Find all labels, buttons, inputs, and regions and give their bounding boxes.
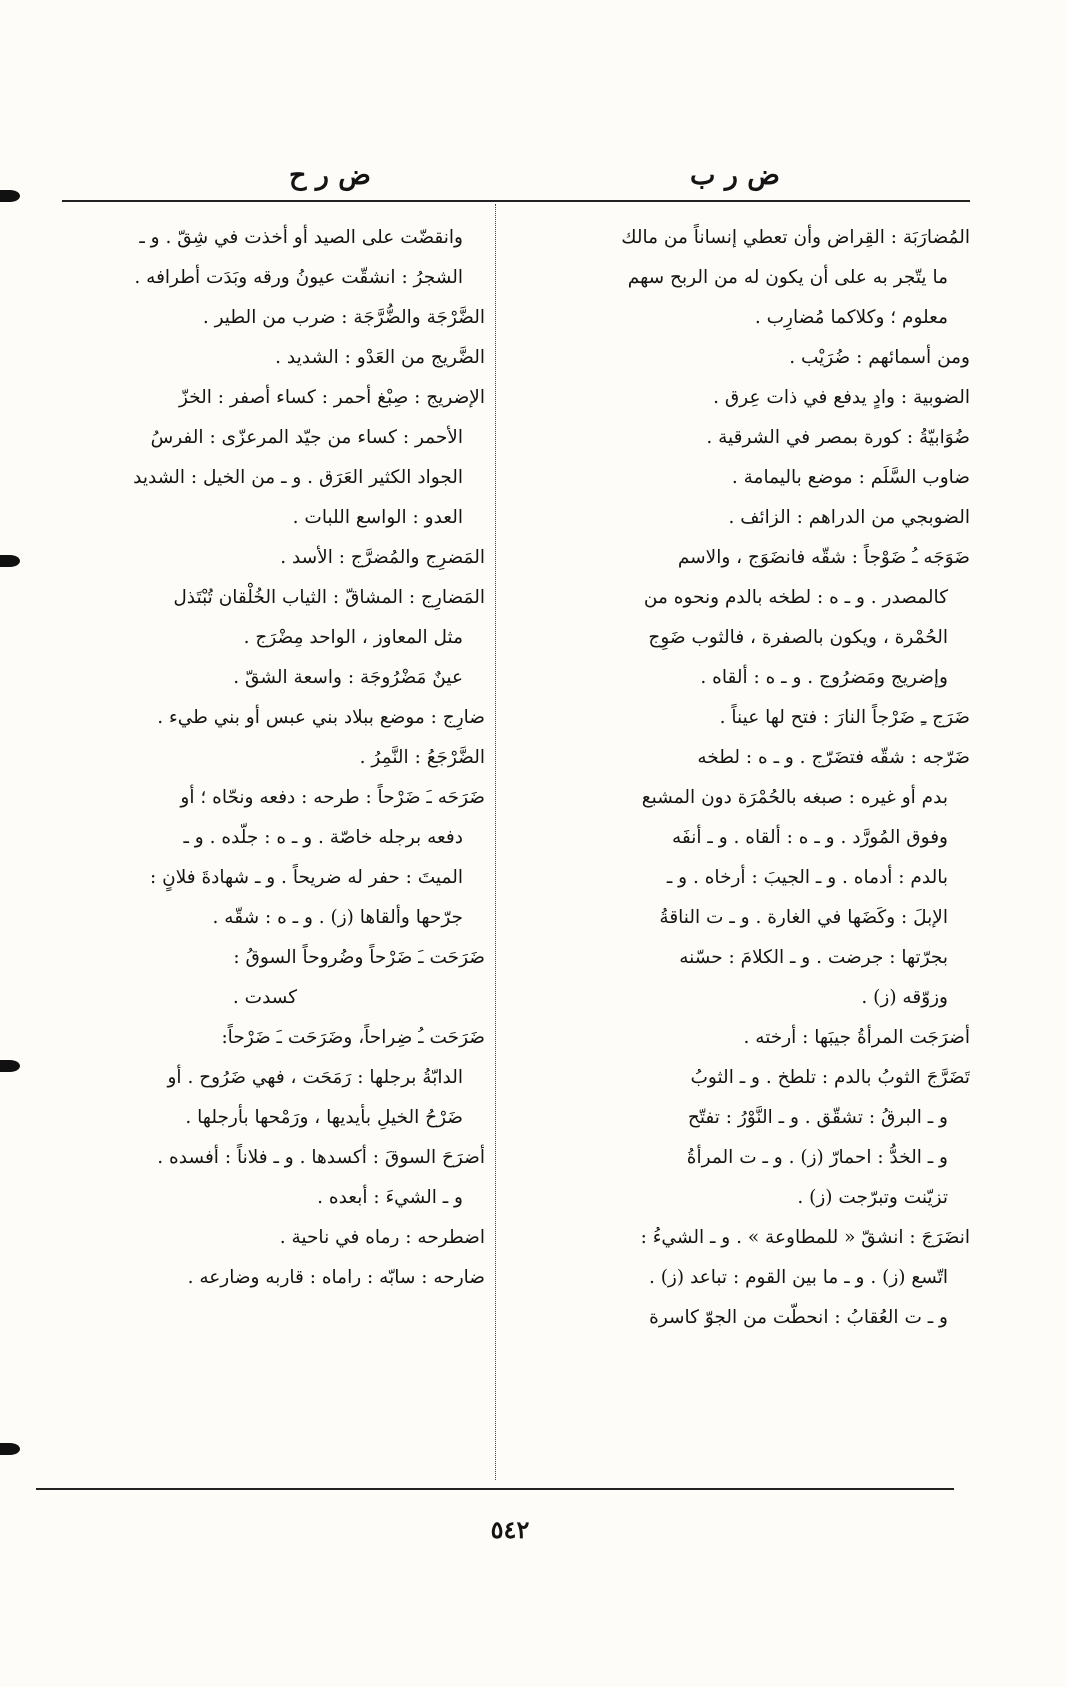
entry-line: ما يتّجر به على أن يكون له من الربح سهم xyxy=(627,267,948,288)
entry-headline: الضَّريج من العَدْو : الشديد . xyxy=(275,347,485,368)
entry-line: بدم أو غيره : صبغه بالحُمْرَة دون المشبع xyxy=(641,787,948,808)
entry-headline: ومن أسمائهم : ضُرَيْب . xyxy=(789,347,970,368)
entry-headline: ضَرَحَت ـُ ضِراحاً، وضَرَحَت ـَ ضَرْحاً: xyxy=(221,1027,485,1048)
scan-edge-mark xyxy=(0,555,20,567)
right-root-header: ض ر ب xyxy=(690,160,780,191)
entry-headline: المَضارِج : المشاقّ : الثياب الخُلْقان تُبْتَذل xyxy=(173,587,485,608)
column-divider xyxy=(495,204,496,1480)
entry-headline: ضارِج : موضع ببلاد بني عبس أو بني طيء . xyxy=(157,707,485,728)
entry-line: ضَرْحُ الخيلِ بأيديها ، ورَمْحها بأرجلها . xyxy=(185,1107,463,1128)
entry-line: عينٌ مَضْرُوجَة : واسعة الشقّ . xyxy=(233,667,463,688)
entry-headline: أضرَحَ السوقَ : أكسدها . و ـ فلاناً : أفسده . xyxy=(157,1147,485,1168)
entry-line: الميتَ : حفر له ضريحاً . و ـ شهادةَ فلانٍ : xyxy=(150,867,463,888)
scan-edge-mark xyxy=(0,190,20,202)
scan-edge-mark xyxy=(0,1443,20,1455)
entry-line: الأحمر : كساء من جيّد المرعزّى : الفرسُ xyxy=(150,427,463,448)
entry-line: وزوّقه (ز) . xyxy=(861,987,948,1008)
entry-line: و ـ ت العُقابُ : انحطّت من الجوّ كاسرة xyxy=(649,1307,948,1328)
entry-headline: ضَرَحَت ـَ ضَرْحاً وضُروحاً السوقُ : xyxy=(233,947,485,968)
entry-headline: الإضريج : صِبْغ أحمر : كساء أصفر : الخزّ xyxy=(178,387,485,408)
entry-headline: ضَوَجَه ـُ ضَوْجاً : شقّه فانضَوَج ، والاسم xyxy=(677,547,970,568)
entry-line: كسدت . xyxy=(232,987,298,1008)
entry-line: و ـ الخدُّ : احمارّ (ز) . و ـ ت المرأةُ xyxy=(686,1147,948,1168)
left-root-header: ض ر ح xyxy=(289,160,371,191)
entry-line: مثل المعاوز ، الواحد مِضْرَج . xyxy=(243,627,463,648)
entry-line: وفوق المُورَّد . و ـ ه : ألقاه . و ـ أنفَه xyxy=(671,827,948,848)
entry-line: الشجرُ : انشقّت عيونُ ورقه وبَدَت أطرافه . xyxy=(134,267,463,288)
entry-headline: ضَرّجه : شقّه فتضَرّج . و ـ ه : لطخه xyxy=(697,747,970,768)
entry-headline: تَضَرَّجَ الثوبُ بالدم : تلطخ . و ـ الثوبُ xyxy=(690,1067,970,1088)
entry-headline: انضَرَجَ : انشقّ « للمطاوعة » . و ـ الشيءُ : xyxy=(640,1227,970,1248)
left-column xyxy=(45,218,485,1298)
entry-line: و ـ البرقُ : تشقّق . و ـ النَّوْرُ : تفتّح xyxy=(687,1107,948,1128)
entry-line: جرّحها وألقاها (ز) . و ـ ه : شقّه . xyxy=(212,907,463,928)
entry-line: و ـ الشيءَ : أبعده . xyxy=(317,1187,463,1208)
entry-headline: أضرَجَت المرأةُ جيبَها : أرخته . xyxy=(743,1027,970,1048)
entry-line: الجواد الكثير العَرَق . و ـ من الخيل : الشديد xyxy=(133,467,463,488)
entry-headline: المُضارَبَة : القِراض وأن تعطي إنساناً من مالك xyxy=(621,227,970,248)
entry-headline: المَضرِج والمُضرَّج : الأسد . xyxy=(280,547,485,568)
entry-headline: ضاوب السَّلَم : موضع باليمامة . xyxy=(731,467,970,488)
entry-headline: الضوبية : وادٍ يدفع في ذات عِرق . xyxy=(713,387,970,408)
entry-line: تزيّنت وتبرّجت (ز) . xyxy=(797,1187,948,1208)
entry-line: كالمصدر . و ـ ه : لطخه بالدم ونحوه من xyxy=(643,587,948,608)
entry-headline: اضطرحه : رماه في ناحية . xyxy=(279,1227,485,1248)
entry-headline: ضَرَج ـِ ضَرْجاً النارَ : فتح لها عيناً . xyxy=(719,707,970,728)
header-rule xyxy=(62,200,970,202)
entry-line: الإبلَ : وكَضَها في الغارة . و ـ ت الناقةُ xyxy=(659,907,948,928)
entry-headline: الضَّرْجَة والضُّرَّجَة : ضرب من الطير . xyxy=(202,307,485,328)
scan-edge-mark xyxy=(0,1060,20,1072)
entry-line: بالدم : أدماه . و ـ الجيبَ : أرخاه . و ـ xyxy=(666,867,948,888)
entry-line: وإضريج ومَضرُوج . و ـ ه : ألقاه . xyxy=(700,667,948,688)
footer-rule xyxy=(36,1488,954,1490)
entry-headline: الضَّرْجَعُ : النَّمِرُ . xyxy=(359,747,485,768)
entry-line: العدو : الواسع اللبات . xyxy=(292,507,463,528)
entry-line: بجرّتها : جرضت . و ـ الكلامَ : حسّنه xyxy=(679,947,948,968)
page-number: ٥٤٢ xyxy=(490,1515,530,1544)
entry-headline: ضُوَابيّةُ : كورة بمصر في الشرقية . xyxy=(706,427,970,448)
entry-line: دفعه برجله خاصّة . و ـ ه : جلّده . و ـ xyxy=(183,827,463,848)
entry-line: اتّسع (ز) . و ـ ما بين القوم : تباعد (ز) . xyxy=(648,1267,948,1288)
right-column xyxy=(505,218,970,1338)
entry-headline: الضوبجي من الدراهم : الزائف . xyxy=(728,507,970,528)
entry-line: وانقضّت على الصيد أو أخذت في شِقّ . و ـ xyxy=(139,227,463,248)
entry-line: الحُمْرة ، ويكون بالصفرة ، فالثوب ضَوِج xyxy=(648,627,948,648)
entry-headline: ضَرَحَه ـَ ضَرْحاً : طرحه : دفعه ونحّاه ؛ أو xyxy=(180,787,485,808)
entry-line: معلوم ؛ وكلاكما مُضارِب . xyxy=(754,307,948,328)
entry-line: الدابّةُ برجلها : رَمَحَت ، فهي ضَرُوح . أو xyxy=(167,1067,463,1088)
entry-headline: ضارحه : سابّه : راماه : قاربه وضارعه . xyxy=(187,1267,485,1288)
